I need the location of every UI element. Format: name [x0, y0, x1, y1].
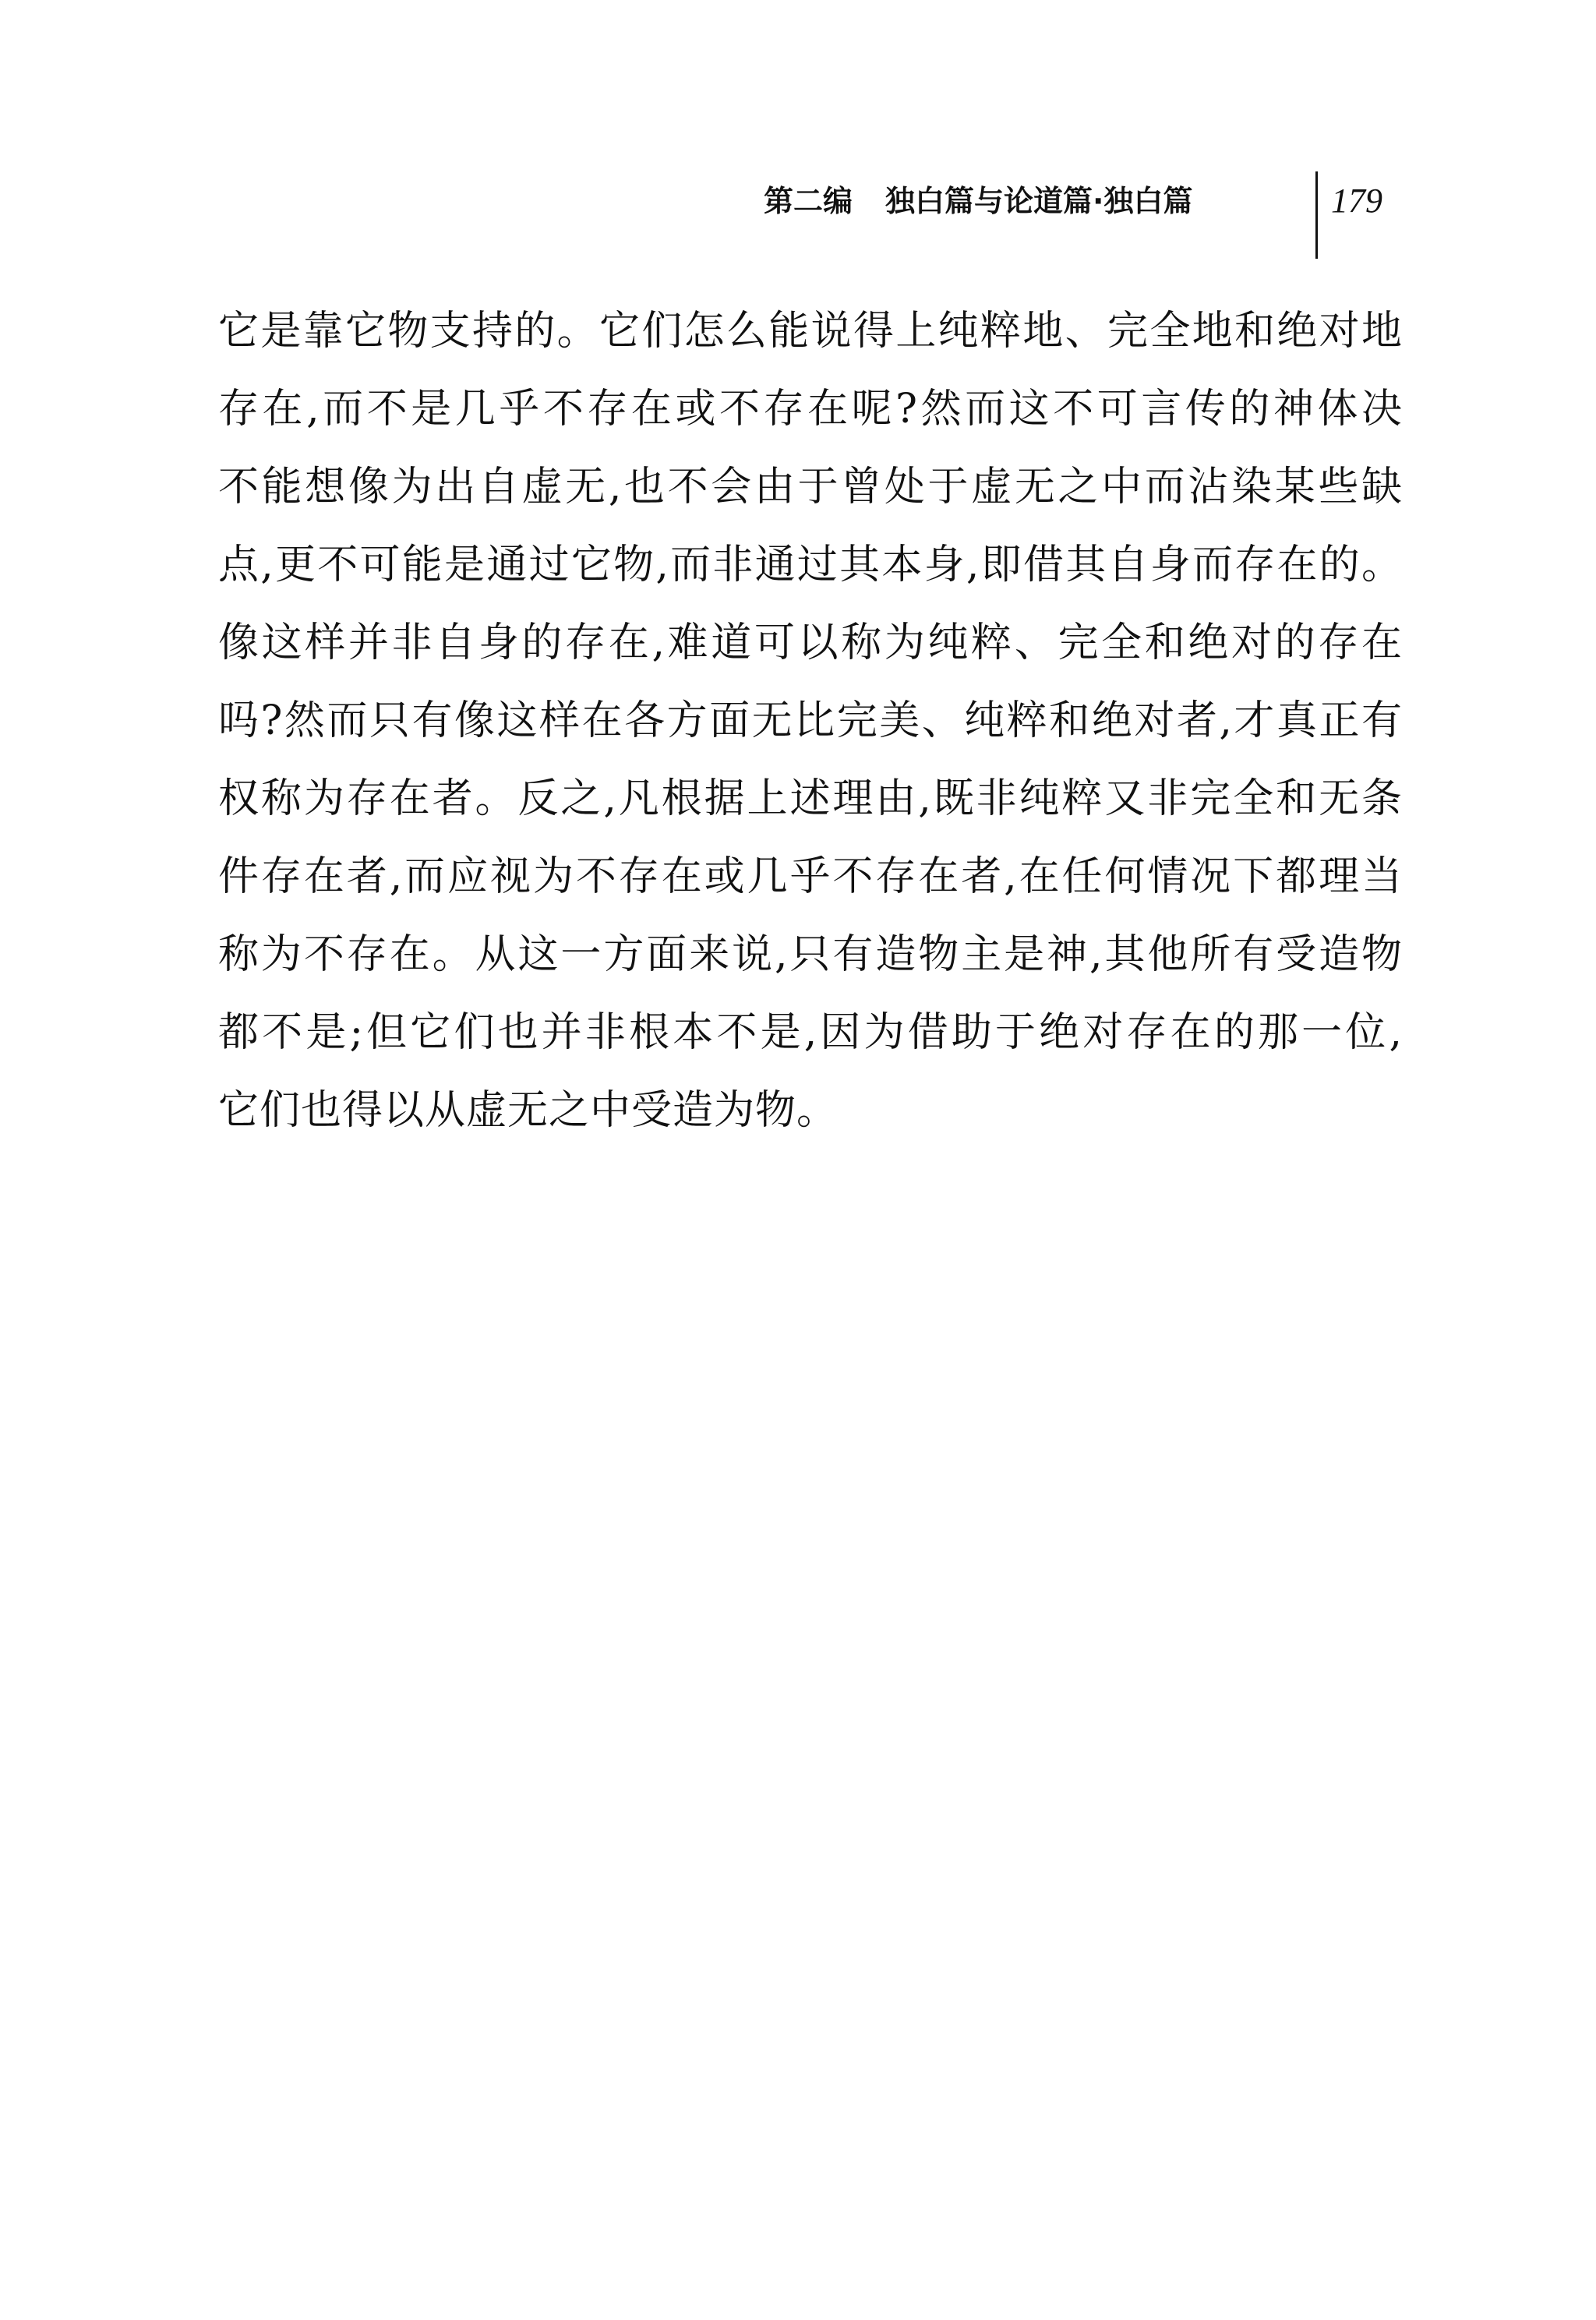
text-line: 像这样并非自身的存在,难道可以称为纯粹、完全和绝对的存在 — [218, 620, 1403, 666]
header-section: 独白篇与论道篇·独白篇 — [885, 184, 1193, 218]
body-paragraph — [218, 292, 1403, 1149]
text-line: 权称为存在者。反之,凡根据上述理由,既非纯粹又非完全和无条 — [218, 775, 1403, 822]
text-line: 都不是;但它们也并非根本不是,因为借助于绝对存在的那一位, — [218, 1009, 1403, 1056]
running-header — [764, 178, 1382, 224]
text-line: 称为不存在。从这一方面来说,只有造物主是神,其他所有受造物 — [218, 931, 1403, 978]
text-line: 吗?然而只有像这样在各方面无比完美、纯粹和绝对者,才真正有 — [218, 697, 1403, 744]
text-line: 件存在者,而应视为不存在或几乎不存在者,在任何情况下都理当 — [218, 853, 1403, 900]
page-number: 179 — [1331, 182, 1382, 220]
text-line: 它们也得以从虚无之中受造为物。 — [218, 1087, 839, 1134]
header-title — [764, 178, 1192, 224]
text-line: 点,更不可能是通过它物,而非通过其本身,即借其自身而存在的。 — [218, 542, 1403, 588]
header-chapter: 第二编 — [764, 184, 853, 218]
text-line: 它是靠它物支持的。它们怎么能说得上纯粹地、完全地和绝对地 — [218, 308, 1403, 355]
text-line: 存在,而不是几乎不存在或不存在呢?然而这不可言传的神体决 — [218, 386, 1403, 433]
text-line: 不能想像为出自虚无,也不会由于曾处于虚无之中而沾染某些缺 — [218, 464, 1403, 510]
header-divider — [1315, 171, 1318, 259]
